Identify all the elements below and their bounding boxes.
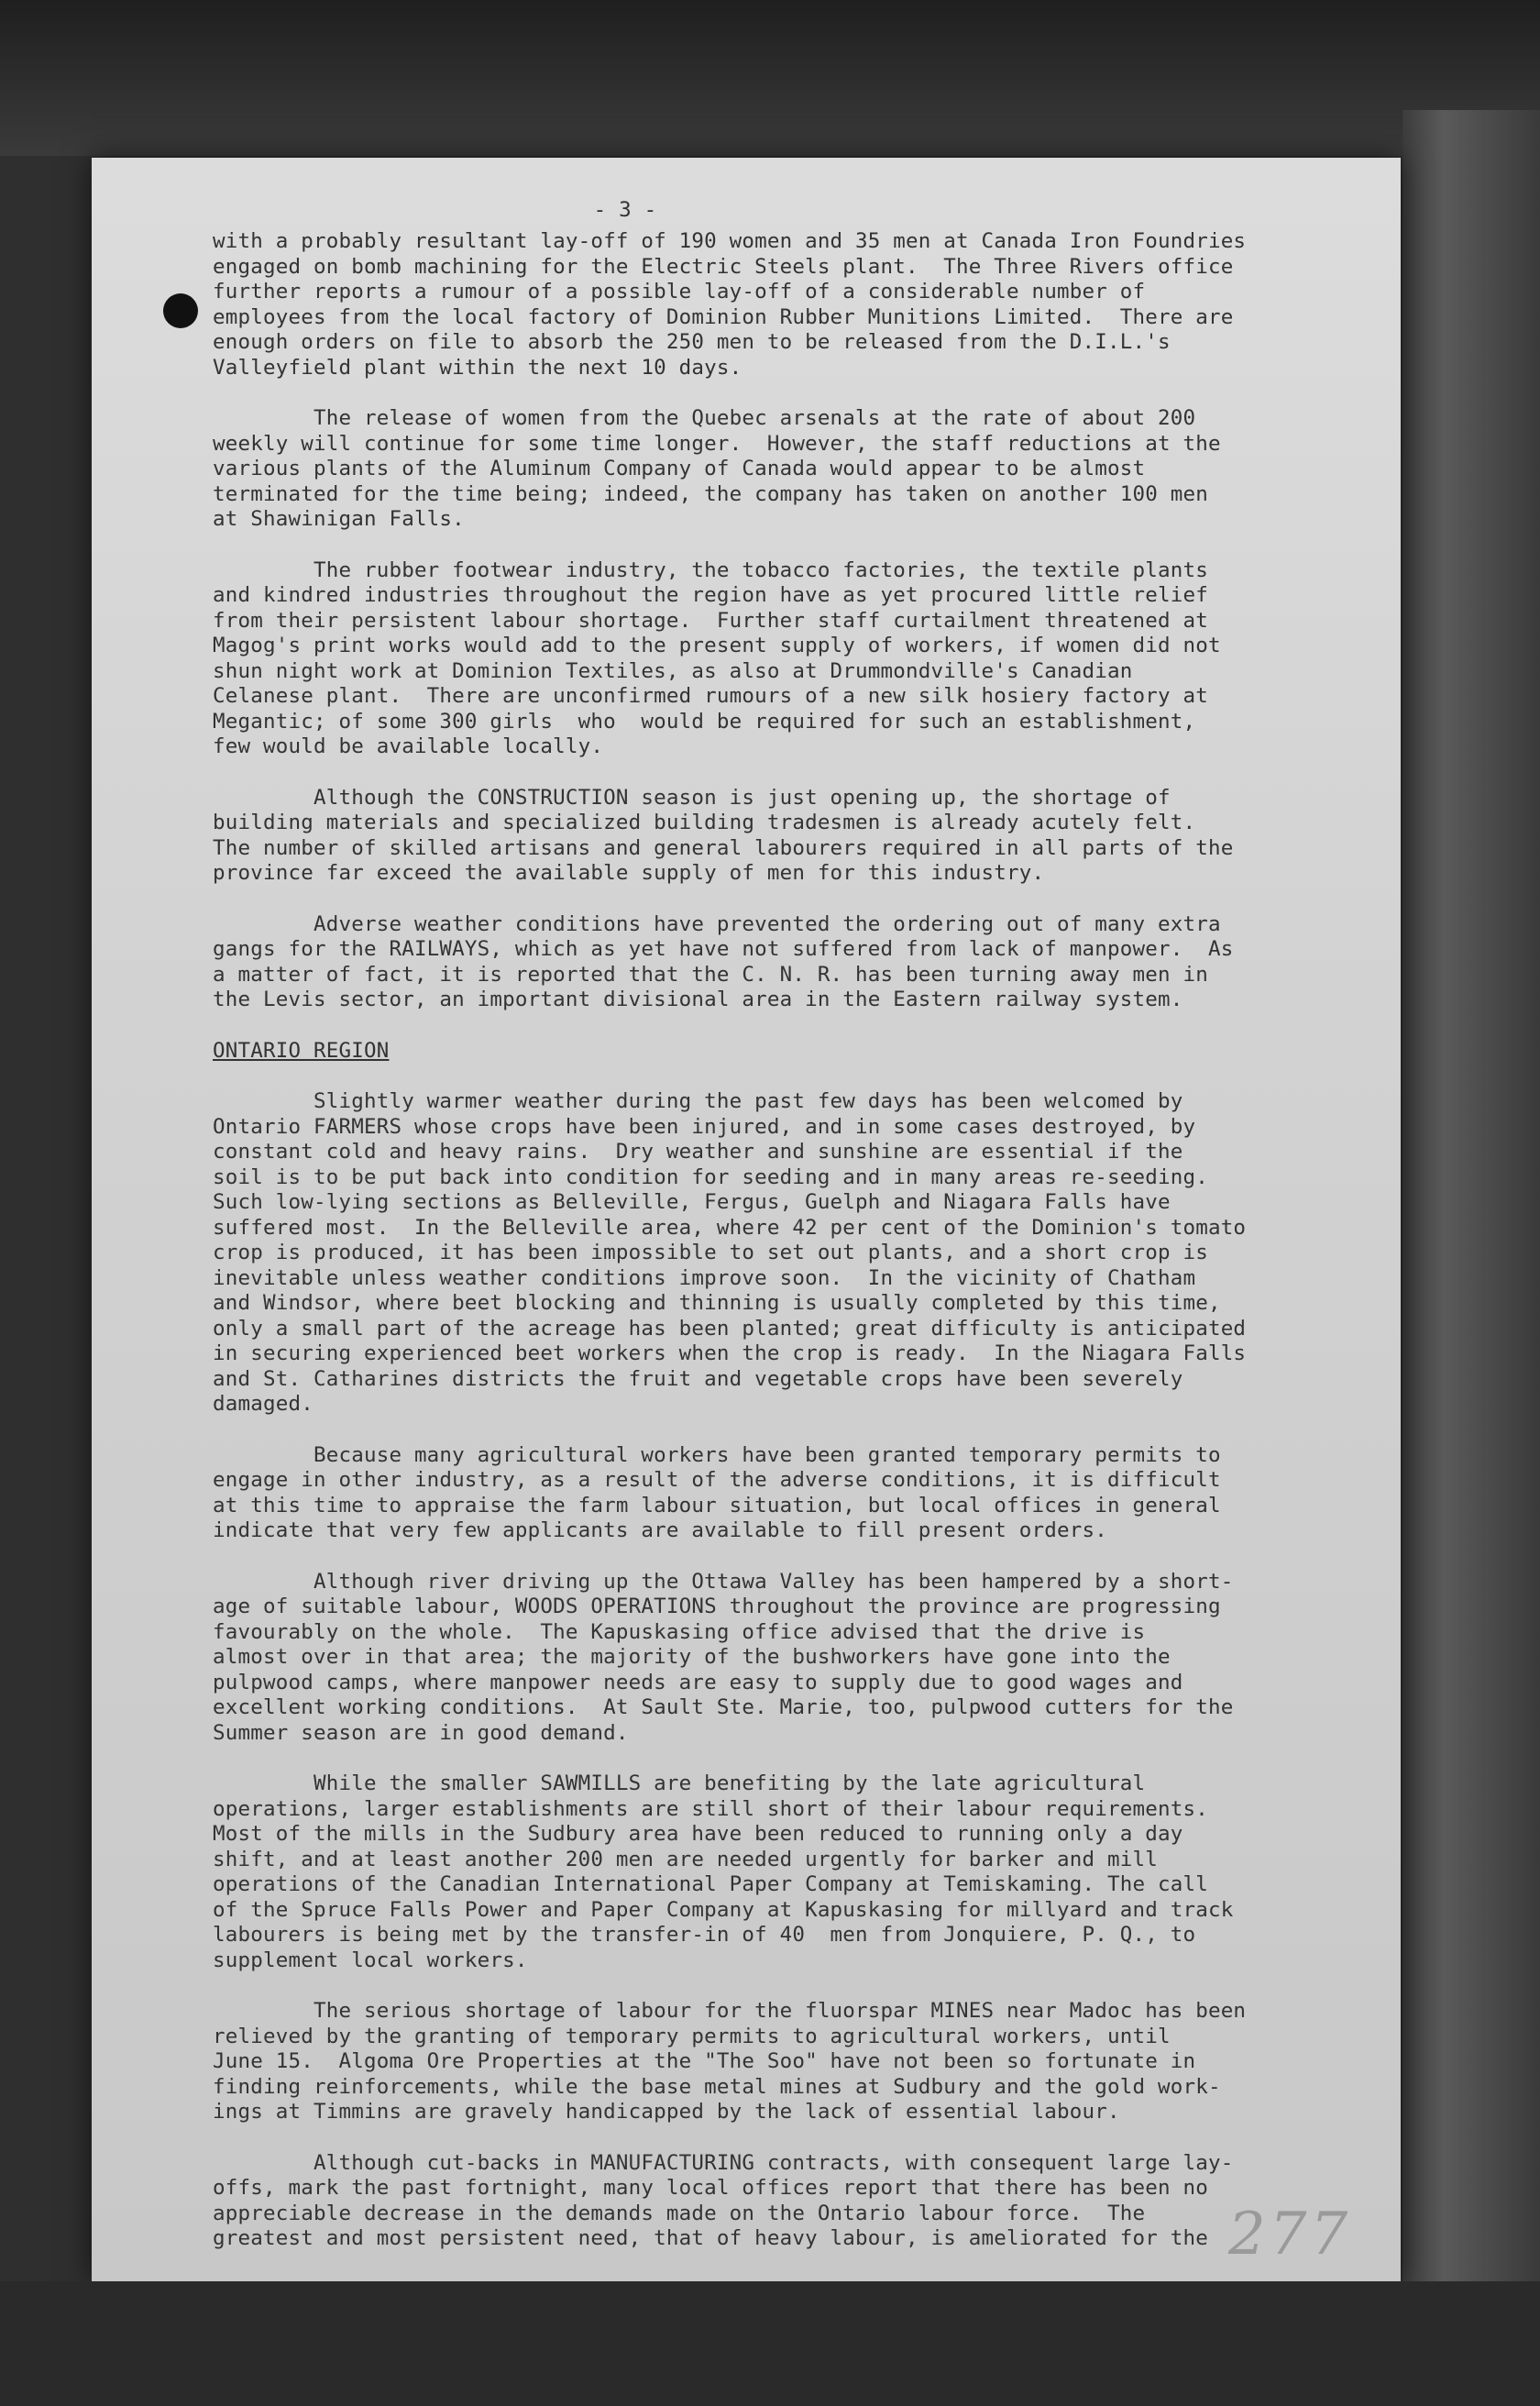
hole-punch-mark xyxy=(163,293,198,328)
document-page xyxy=(92,158,1401,2281)
scan-border-bottom xyxy=(0,2281,1540,2406)
section-heading-ontario: ONTARIO REGION xyxy=(213,1038,390,1063)
paragraph-sawmills: While the smaller SAWMILLS are benefiting by the late agricultural operations, larger establishments are still short of their labour requirements. Most of the mills in the Sudbury area have been reduced to running only a day shift, and at least another 200 men are needed urgently for barker and mill operations of the Canadian International Paper Company at Temiskaming. The call of the Spruce Falls Power and Paper Company at Kapuskasing for millyard and track labourers is being met by the transfer-in of 40 men from Jonquiere, P. Q., to supplement local workers. xyxy=(213,1771,1234,1972)
paragraph-manufacturing: Although cut-backs in MANUFACTURING contracts, with consequent large lay- offs, mark the past fortnight, many local offices report that there has been no appreciable decrease in the demands made on the Ontario labour force. The greatest and most persistent need, that of heavy labour, is ameliorated for the xyxy=(213,2150,1234,2250)
paragraph-quebec-arsenals: The release of women from the Quebec arsenals at the rate of about 200 weekly will continue for some time longer. However, the staff reductions at the various plants of the Aluminum Company of Canada would appear to be almost terminated for the time being; indeed, the company has taken on another 100 men at Shawinigan Falls. xyxy=(213,406,1221,531)
paragraph-construction: Although the CONSTRUCTION season is just opening up, the shortage of building materials and specialized building tradesmen is already acutely felt. The number of skilled artisans and general labourers required in all parts of the province far exceed the available supply of men for this industry. xyxy=(213,785,1234,885)
document-body xyxy=(213,198,1386,2252)
paragraph-continuation: with a probably resultant lay-off of 190 women and 35 men at Canada Iron Foundries engaged on bomb machining for the Electric Steels plant. The Three Rivers office further reports a rumour of a possible lay-off of a considerable number of employees from the local factory of Dominion Rubber Munitions Limited. There are enough orders on file to absorb the 250 men to be released from the D.I.L.'s Valleyfield plant within the next 10 days. xyxy=(213,229,1247,380)
handwritten-page-note: 277 xyxy=(1228,2201,1352,2268)
page-number: - 3 - xyxy=(593,198,657,222)
paragraph-farmers: Slightly warmer weather during the past few days has been welcomed by Ontario FARMERS whose crops have been injured, and in some cases destroyed, by constant cold and heavy rains. Dry weather and sunshine are essential if the soil is to be put back into condition for seeding and in many areas re-seeding. Such low-lying sections as Belleville, Fergus, Guelph and Niagara Falls have suffered most. In the Belleville area, where 42 per cent of the Dominion's tomato crop is produced, it has been impossible to set out plants, and a short crop is inevitable unless weather conditions improve soon. In the vicinity of Chatham and Windsor, where beet blocking and thinning is usually completed by this time, only a small part of the acreage has been planted; great difficulty is anticipated in securing experienced beet workers when the crop is ready. In the Niagara Falls and St. Catharines districts the fruit and vegetable crops have been severely damaged. xyxy=(213,1089,1247,1416)
paragraph-woods-operations: Although river driving up the Ottawa Valley has been hampered by a short- age of suitable labour, WOODS OPERATIONS throughout the province are progressing favourably on the whole. The Kapuskasing office advised that the drive is almost over in that area; the majority of the bushworkers have gone into the pulpwood camps, where manpower needs are easy to supply due to good wages and excellent working conditions. At Sault Ste. Marie, too, pulpwood cutters for the Summer season are in good demand. xyxy=(213,1569,1234,1745)
paragraph-agricultural-permits: Because many agricultural workers have been granted temporary permits to engage in other industry, as a result of the adverse conditions, it is difficult at this time to appraise the farm labour situation, but local offices in general indicate that very few applicants are available to fill present orders. xyxy=(213,1442,1221,1542)
paragraph-rubber-footwear: The rubber footwear industry, the tobacco factories, the textile plants and kindred industries throughout the region have as yet procured little relief from their persistent labour shortage. Further staff curtailment threatened at Magog's print works would add to the present supply of workers, if women did not shun night work at Dominion Textiles, as also at Drummondville's Canadian Celanese plant. There are unconfirmed rumours of a new silk hosiery factory at Megantic; of some 300 girls who would be required for such an establishment, few would be available locally. xyxy=(213,557,1221,758)
scan-border-top xyxy=(0,0,1540,156)
paragraph-mines: The serious shortage of labour for the fluorspar MINES near Madoc has been relieved by the granting of temporary permits to agricultural workers, until June 15. Algoma Ore Properties at the "The Soo" have not been so fortunate in finding reinforcements, while the base metal mines at Sudbury and the gold work- ings at Timmins are gravely handicapped by the lack of essential labour. xyxy=(213,1999,1247,2124)
scan-border-right xyxy=(1402,110,1540,2292)
paragraph-railways: Adverse weather conditions have prevented the ordering out of many extra gangs for the RAILWAYS, which as yet have not suffered from lack of manpower. As a matter of fact, it is reported that the C. N. R. has been turning away men in the Levis sector, an important divisional area in the Eastern railway system. xyxy=(213,911,1234,1011)
